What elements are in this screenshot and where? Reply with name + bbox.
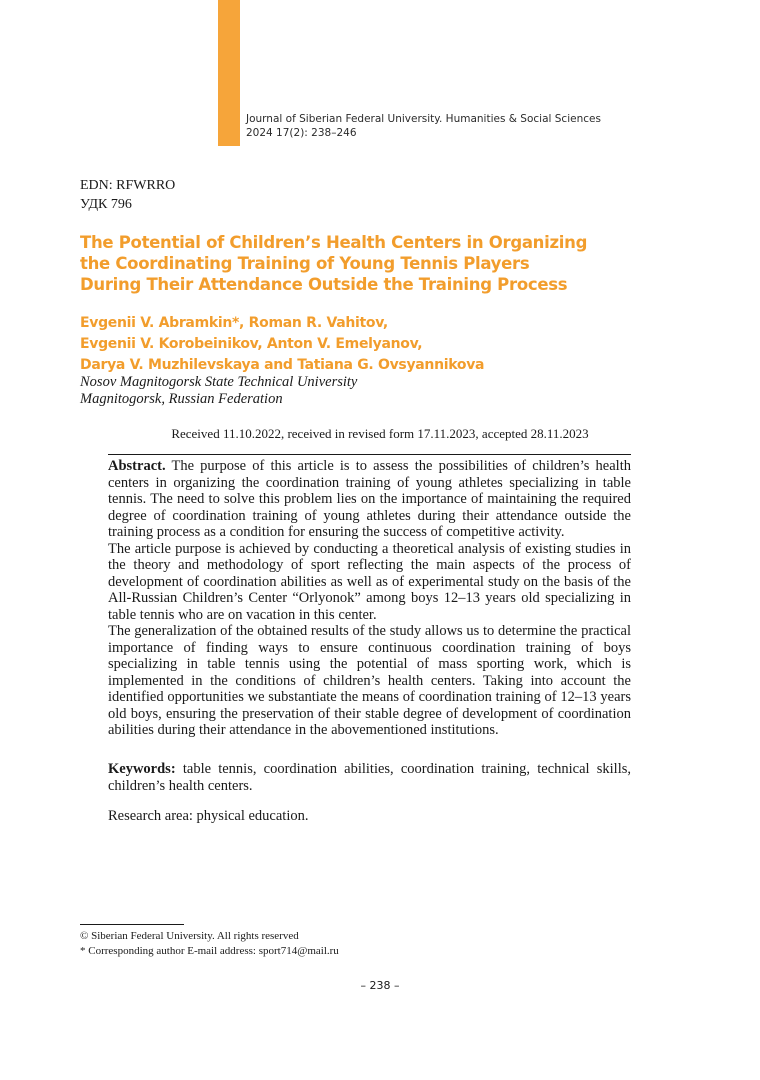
journal-name: Journal of Siberian Federal University. Humanities & Social Sciences (246, 113, 601, 125)
keywords-label: Keywords: (108, 761, 176, 777)
footnote-divider (80, 924, 184, 925)
keywords (108, 761, 631, 794)
footnotes (80, 929, 339, 959)
affiliation-institution: Nosov Magnitogorsk State Technical University (80, 374, 358, 390)
abstract-text-1: The purpose of this article is to assess the possibilities of children’s health centers in organizing the coordination training of young athletes specializing in table tennis. The need to solve this problem lies on the importance of maintaining the required degree of coordination training of young athletes during their attendance outside the training process as a condition for ensuring the success of competitive activity. (108, 458, 631, 540)
copyright-note: © Siberian Federal University. All rights reserved (80, 930, 299, 942)
article-title (80, 232, 640, 295)
title-line: During Their Attendance Outside the Training Process (80, 275, 568, 294)
page-number: – 238 – (360, 979, 400, 992)
authors (80, 313, 484, 376)
title-line: The Potential of Children’s Health Centers in Organizing (80, 233, 588, 252)
research-area: Research area: physical education. (108, 808, 309, 824)
authors-line: Evgenii V. Abramkin*, Roman R. Vahitov, (80, 315, 388, 331)
udk-code: УДК 796 (80, 197, 132, 212)
journal-issue: 2024 17(2): 238–246 (246, 127, 357, 139)
abstract (108, 458, 631, 739)
authors-line: Evgenii V. Korobeinikov, Anton V. Emelyanov, (80, 336, 423, 352)
affiliation (80, 374, 357, 408)
title-line: the Coordinating Training of Young Tennis Players (80, 254, 530, 273)
abstract-paragraph-1 (108, 458, 631, 541)
received-dates: Received 11.10.2022, received in revised form 17.11.2023, accepted 28.11.2023 (171, 426, 589, 441)
header-accent-bar (218, 0, 240, 146)
identifiers (80, 176, 175, 214)
abstract-paragraph-3: The generalization of the obtained results of the study allows us to determine the practical importance of finding ways to ensure continuous coordination training of boys specializing in table tennis using the potential of mass sporting work, which is implemented in the conditions of children’s health centers. Taking into account the identified opportunities we substantiate the means of coordination training of 12–13 years old boys, ensuring the preservation of their stable degree of development of coordination abilities during their attendance in the abovementioned institutions. (108, 623, 631, 738)
affiliation-location: Magnitogorsk, Russian Federation (80, 391, 283, 407)
journal-header (246, 112, 601, 140)
edn-code: EDN: RFWRRO (80, 178, 176, 193)
abstract-divider (108, 454, 631, 455)
abstract-paragraph-2: The article purpose is achieved by conducting a theoretical analysis of existing studies in the theory and methodology of sport reflecting the main aspects of the process of development of coordination abilities as well as of experimental study on the basis of the All-Russian Children’s Center “Orlyonok” among boys 12–13 years old specializing in table tennis who are on vacation in this center. (108, 540, 631, 623)
abstract-label: Abstract. (108, 458, 166, 474)
authors-line: Darya V. Muzhilevskaya and Tatiana G. Ovsyannikova (80, 357, 485, 373)
corresponding-author-note: * Corresponding author E-mail address: sport714@mail.ru (80, 945, 339, 957)
keywords-text: table tennis, coordination abilities, coordination training, technical skills, children’s health centers. (108, 761, 631, 794)
